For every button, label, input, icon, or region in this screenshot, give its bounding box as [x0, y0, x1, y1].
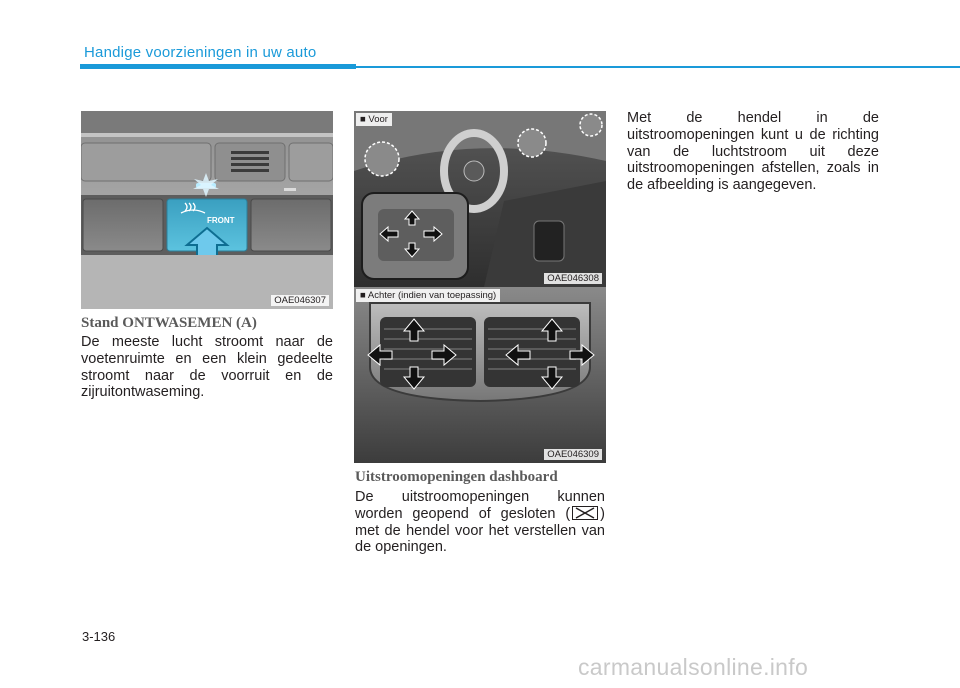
figure-code: OAE046309	[544, 449, 602, 460]
dashboard-vents-illustration	[354, 111, 606, 287]
figure-code: OAE046307	[271, 295, 329, 306]
paragraph-text-part: ) met de hendel voor het verstellen van de openingen.	[355, 505, 605, 556]
header-rule-thick	[80, 64, 356, 69]
defrost-panel-illustration	[81, 111, 333, 309]
figure-caption: ■ Voor	[356, 113, 392, 126]
rear-vents-illustration	[354, 287, 606, 463]
section-heading-defrost: Stand ONTWASEMEN (A)	[81, 315, 257, 331]
chapter-title: Handige voorzieningen in uw auto	[84, 44, 317, 61]
figure-code: OAE046308	[544, 273, 602, 284]
front-defrost-button-label: FRONT	[207, 216, 235, 225]
lever-paragraph: Met de hendel in de uitstroomopeningen kunt u de richting van de luchtstroom uit deze uitstroomopeningen afstellen, zoals in de afbeelding is aangegeven.	[627, 110, 879, 194]
section-heading-dashboard-vents: Uitstroomopeningen dashboard	[355, 469, 558, 485]
watermark: carmanualsonline.info	[578, 654, 809, 680]
page-number: 3-136	[82, 629, 116, 644]
defrost-paragraph: De meeste lucht stroomt naar de voetenruimte en een klein gedeelte stroomt naar de voorruit en de zijruitontwaseming.	[81, 334, 333, 401]
front-vents-figure	[354, 111, 606, 287]
close-vent-icon	[572, 506, 598, 520]
rear-vents-figure	[354, 287, 606, 463]
figure-caption: ■ Achter (indien van toepassing)	[356, 289, 500, 302]
paragraph-text-part: De uitstroomopeningen kunnen worden geopend of gesloten (	[355, 489, 605, 522]
defrost-figure	[81, 111, 333, 309]
header-rule-thin	[356, 66, 960, 68]
dashboard-vents-paragraph	[355, 489, 605, 556]
